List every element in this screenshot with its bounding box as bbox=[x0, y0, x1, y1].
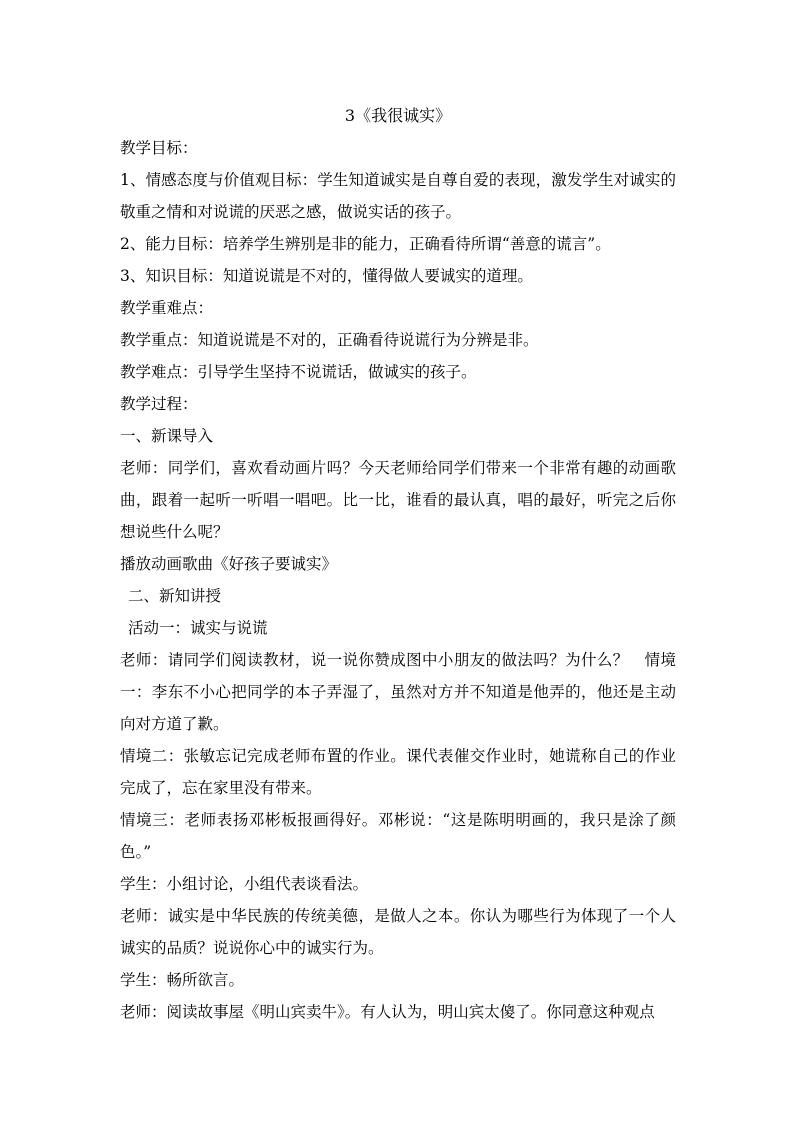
play-song-line: 播放动画歌曲《好孩子要诚实》 bbox=[120, 555, 338, 573]
heading-teaching-process: 教学过程： bbox=[120, 395, 198, 413]
activity-one-heading: 活动一：诚实与说谎 bbox=[128, 619, 268, 637]
goal-emotion: 1、情感态度与价值观目标：学生知道诚实是自尊自爱的表现，激发学生对诚实的敬重之情和对说谎的厌恶之感，做说实话的孩子。 bbox=[120, 171, 676, 221]
key-point: 教学重点：知道说谎是不对的，正确看待说谎行为分辨是非。 bbox=[120, 331, 539, 349]
scenario-three: 情境三：老师表扬邓彬板报画得好。邓彬说：“这是陈明明画的，我只是涂了颜色。” bbox=[120, 811, 676, 861]
student-free-speech: 学生：畅所欲言。 bbox=[120, 971, 245, 989]
teacher-scenario-one: 老师：请同学们阅读教材，说一说你赞成图中小朋友的做法吗？为什么？ 情境一：李东不小心把同学的本子弄湿了，虽然对方并不知道是他弄的，他还是主动向对方道了歉。 bbox=[120, 651, 676, 733]
teacher-story-reading: 老师：阅读故事屋《明山宾卖牛》。有人认为，明山宾太傻了。你同意这种观点 bbox=[120, 1003, 655, 1021]
heading-teaching-goals: 教学目标： bbox=[120, 139, 198, 157]
section-new-lesson-intro: 一、新课导入 bbox=[120, 427, 214, 445]
scenario-two: 情境二：张敏忘记完成老师布置的作业。课代表催交作业时，她谎称自己的作业完成了，忘在家里没有带来。 bbox=[120, 747, 676, 797]
student-discussion: 学生：小组讨论，小组代表谈看法。 bbox=[120, 875, 369, 893]
goal-knowledge: 3、知识目标：知道说谎是不对的，懂得做人要诚实的道理。 bbox=[120, 267, 533, 285]
section-new-knowledge: 二、新知讲授 bbox=[128, 587, 222, 605]
document-body bbox=[120, 100, 676, 1028]
goal-ability: 2、能力目标：培养学生辨别是非的能力，正确看待所谓“善意的谎言”。 bbox=[120, 235, 611, 253]
teacher-intro-speech: 老师：同学们，喜欢看动画片吗？今天老师给同学们带来一个非常有趣的动画歌曲，跟着一起听一听唱一唱吧。比一比，谁看的最认真，唱的最好，听完之后你想说些什么呢？ bbox=[120, 459, 676, 541]
heading-key-difficult-points: 教学重难点： bbox=[120, 299, 214, 317]
document-title: 3《我很诚实》 bbox=[344, 106, 452, 125]
teacher-honesty-virtue: 老师：诚实是中华民族的传统美德，是做人之本。你认为哪些行为体现了一个人诚实的品质？说说你心中的诚实行为。 bbox=[120, 907, 676, 957]
difficult-point: 教学难点：引导学生坚持不说谎话，做诚实的孩子。 bbox=[120, 363, 477, 381]
